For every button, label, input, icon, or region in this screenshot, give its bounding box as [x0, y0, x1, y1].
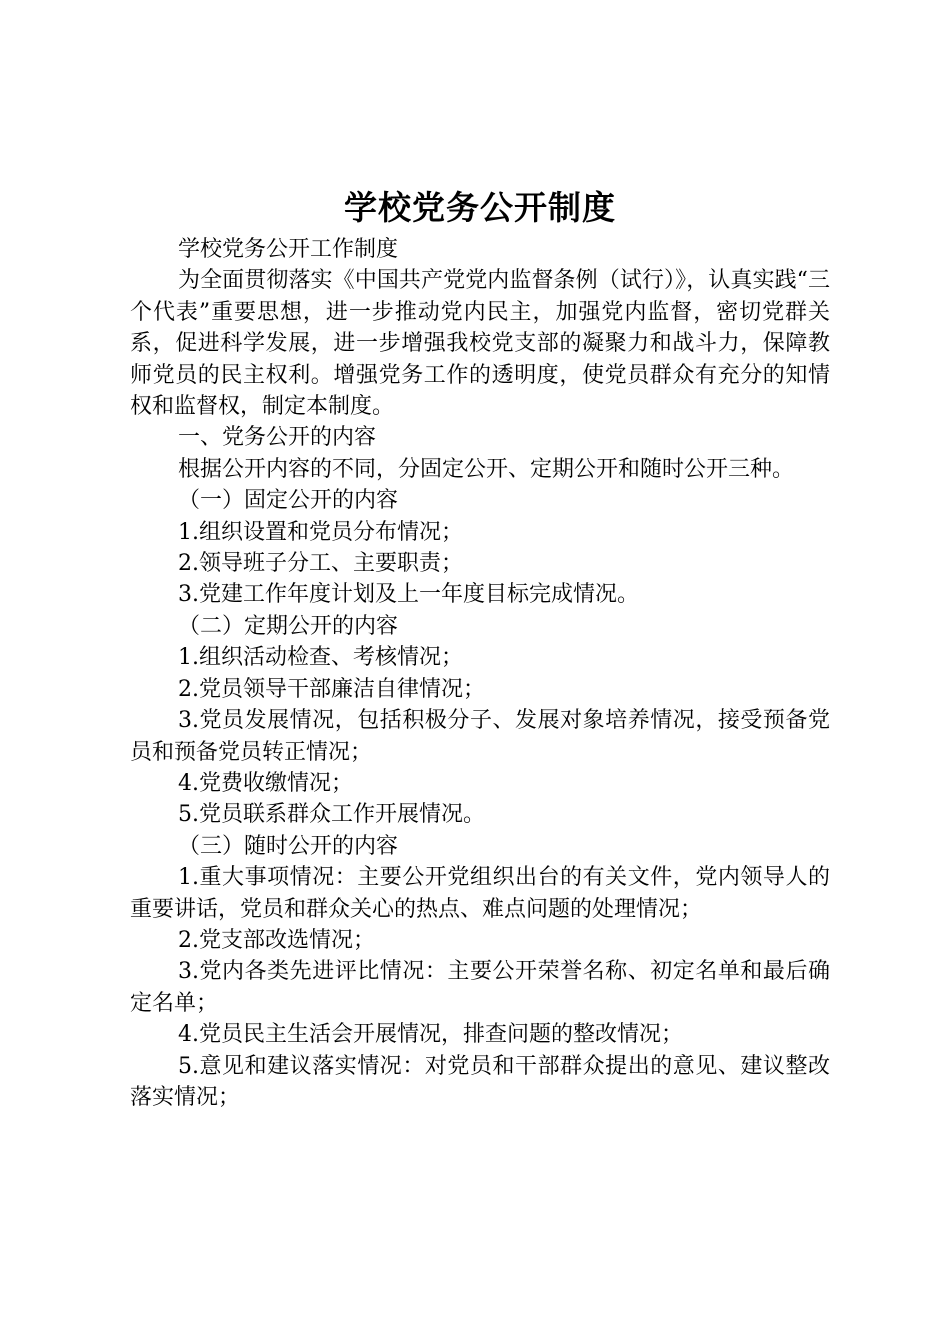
section-heading-content: 一、党务公开的内容 [178, 425, 377, 451]
list-item: 1.组织活动检查、考核情况； [178, 645, 463, 671]
list-item: 2.党支部改选情况； [178, 927, 375, 953]
paragraph-intro: 为全面贯彻落实《中国共产党党内监督条例（试行）》，认真实践“三个代表”重要思想，进一步推动党内民主，加强党内监督，密切党群关系，促进科学发展，进一步增强我校党支部的凝聚力和战斗力，保障教师党员的民主权利。增强党务工作的透明度，使党员群众有充分的知情权和监督权，制定本制度。 [130, 268, 830, 420]
list-item: 5.意见和建议落实情况：对党员和干部群众提出的意见、建议整改落实情况； [130, 1053, 830, 1110]
subsection-heading-fixed: （一）固定公开的内容 [178, 488, 399, 514]
list-item: 2.领导班子分工、主要职责； [178, 551, 463, 577]
list-item: 1.组织设置和党员分布情况； [178, 519, 463, 545]
list-item: 3.党建工作年度计划及上一年度目标完成情况。 [178, 582, 639, 608]
subsection-heading-periodic: （二）定期公开的内容 [178, 613, 399, 639]
paragraph-subtitle: 学校党务公开工作制度 [178, 237, 399, 262]
list-item: 5.党员联系群众工作开展情况。 [178, 802, 485, 828]
list-item: 2.党员领导干部廉洁自律情况； [178, 676, 485, 702]
list-item: 1.重大事项情况：主要公开党组织出台的有关文件，党内领导人的重要讲话，党员和群众关心的热点、难点问题的处理情况； [130, 865, 830, 922]
list-item: 3.党内各类先进评比情况：主要公开荣誉名称、初定名单和最后确定名单； [130, 959, 830, 1016]
paragraph-types: 根据公开内容的不同，分固定公开、定期公开和随时公开三种。 [178, 456, 795, 482]
subsection-heading-anytime: （三）随时公开的内容 [178, 833, 399, 859]
document-title: 学校党务公开制度 [344, 188, 616, 227]
list-item: 4.党员民主生活会开展情况，排查问题的整改情况； [178, 1022, 683, 1048]
list-item: 3.党员发展情况，包括积极分子、发展对象培养情况，接受预备党员和预备党员转正情况； [130, 708, 830, 765]
list-item: 4.党费收缴情况； [178, 770, 353, 796]
document-body [130, 234, 830, 1113]
